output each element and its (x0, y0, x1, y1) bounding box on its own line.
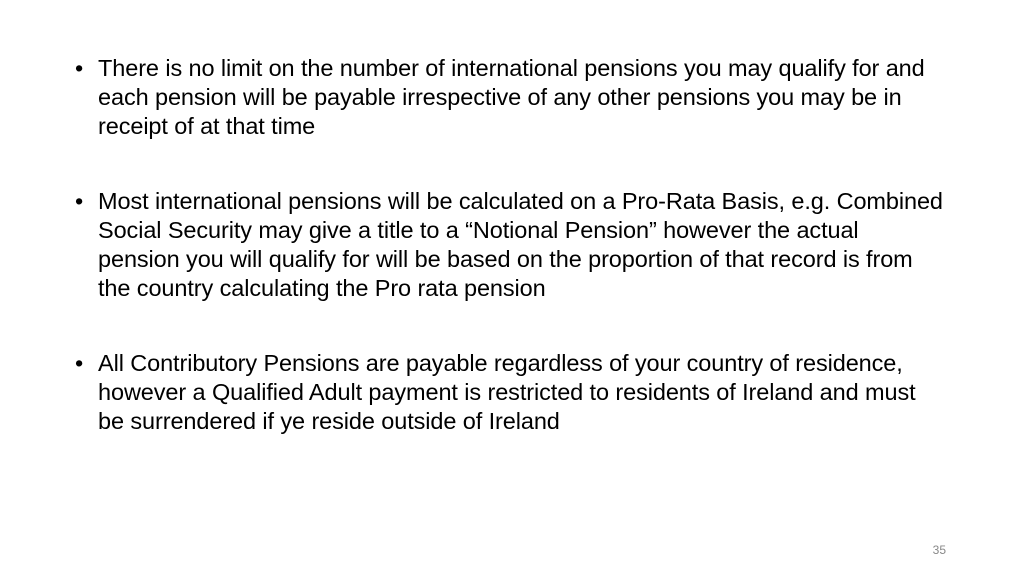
bullet-item-pro-rata (75, 187, 945, 303)
bullet-icon: • (75, 55, 84, 81)
bullet-icon: • (75, 350, 84, 376)
bullet-text: All Contributory Pensions are payable regardless of your country of residence, however a Qualified Adult payment is restricted to residents of Ireland and must be surrendered if ye reside outside of Ireland (98, 350, 916, 434)
bullet-text: Most international pensions will be calculated on a Pro-Rata Basis, e.g. Combined Social Security may give a title to a “Notional Pension” however the actual pension you will qualify for will be based on the proportion of that record is from the country calculating the Pro rata pension (98, 188, 943, 301)
bullet-item-contributory (75, 349, 945, 436)
slide-page-number: 35 (932, 543, 946, 557)
bullet-item-no-limit (75, 54, 945, 141)
bullet-text: There is no limit on the number of international pensions you may qualify for and each pension will be payable irrespective of any other pensions you may be in receipt of at that time (98, 55, 925, 139)
bullet-icon: • (75, 188, 84, 214)
bullet-list (75, 54, 945, 436)
